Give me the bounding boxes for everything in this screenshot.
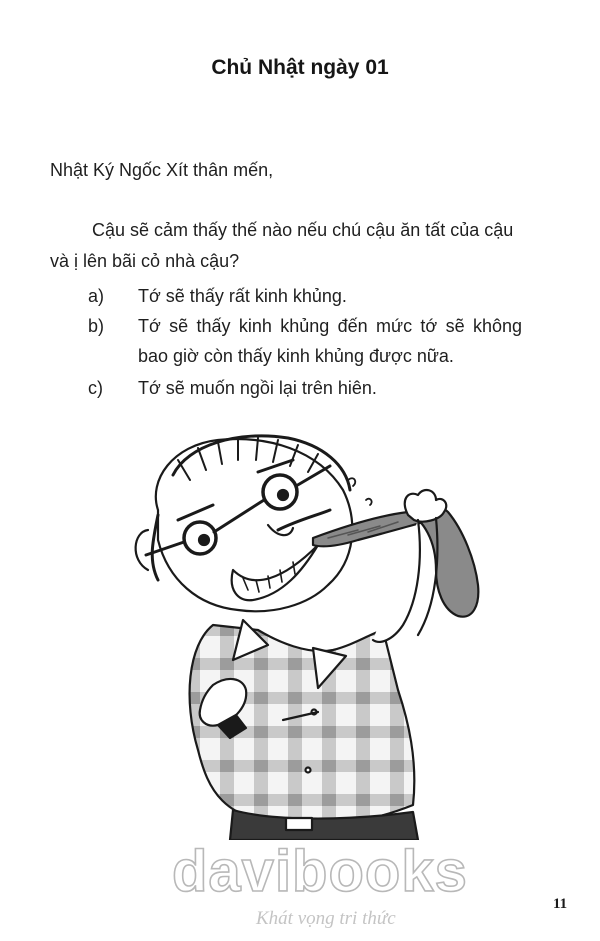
watermark-brand: davibooks — [172, 839, 468, 904]
option-c-text: Tớ sẽ muốn ngồi lại trên hiên. — [138, 378, 377, 398]
page-title: Chủ Nhật ngày 01 — [211, 56, 389, 79]
question-line-1: Cậu sẽ cảm thấy thế nào nếu chú cậu ăn tất của cậu — [92, 220, 514, 240]
option-b-text: Tớ sẽ thấy kinh khủng đến mức tớ sẽ không — [138, 316, 522, 336]
option-a-label: a) — [88, 286, 105, 306]
watermark-tagline: Khát vọng tri thức — [256, 908, 396, 929]
page-number: 11 — [553, 896, 568, 912]
greeting-text: Nhật Ký Ngốc Xít thân mến, — [50, 160, 274, 180]
option-b-text-continued: bao giờ còn thấy kinh khủng được nữa. — [138, 346, 454, 366]
option-b-label: b) — [88, 316, 105, 336]
option-a-text: Tớ sẽ thấy rất kinh khủng. — [138, 286, 347, 306]
question-line-2: và ị lên bãi cỏ nhà cậu? — [50, 251, 240, 271]
man-eating-sock-illustration — [118, 420, 518, 840]
option-c-label: c) — [88, 378, 103, 398]
